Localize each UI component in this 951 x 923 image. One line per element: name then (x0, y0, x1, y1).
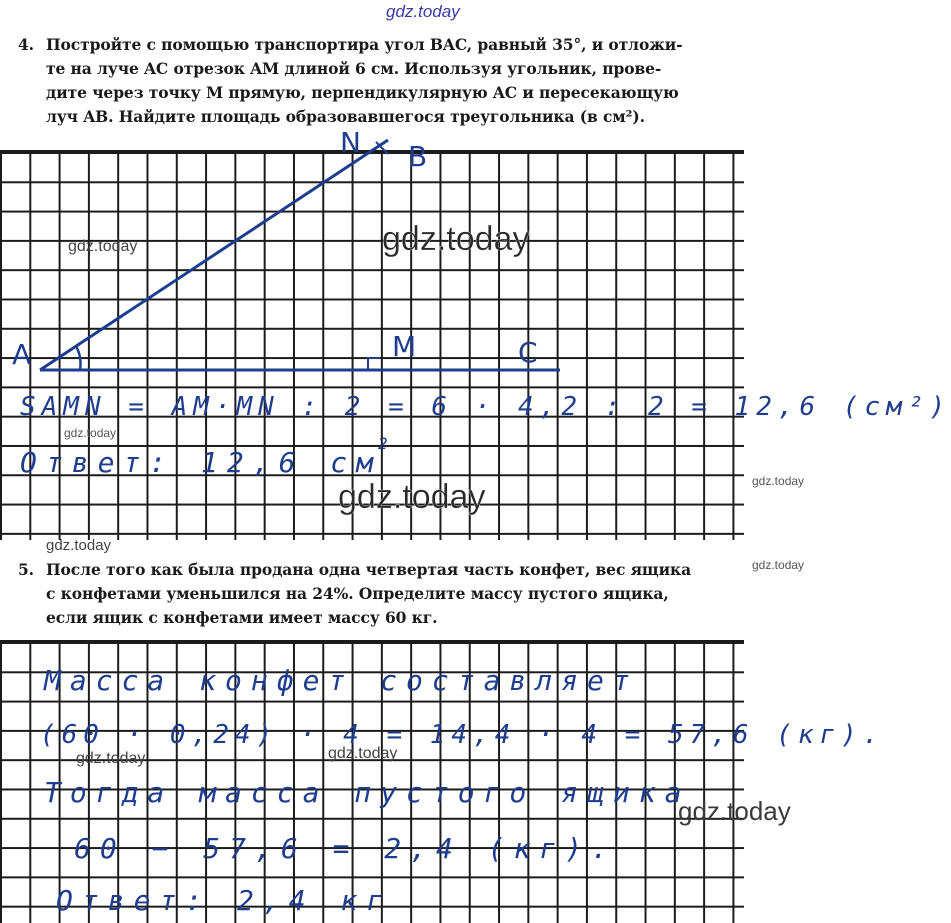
label-a: A (12, 338, 32, 371)
task-5-line-2: с конфетами уменьшился на 24%. Определите массу пустого ящика, (46, 584, 669, 603)
task-5-solution-line-3: Тогда масса пустого ящика (44, 776, 691, 809)
triangle-construction (0, 130, 760, 390)
right-angle-mark (368, 358, 380, 370)
task-5-line-1: После того как была продана одна четвертая часть конфет, вес ящика (46, 560, 692, 579)
label-c: C (518, 336, 538, 369)
task-4-line-4: луч AB. Найдите площадь образовавшегося треугольника (в см²). (46, 107, 645, 126)
watermark-9: gdz.today (328, 745, 398, 762)
watermark-10: gdz.today (678, 796, 791, 826)
label-n: N (340, 126, 361, 159)
task-4-line-1: Постройте с помощью транспортира угол BAC, равный 35°, и отложи- (46, 35, 683, 54)
label-m: M (392, 330, 417, 363)
task-4-formula: SAMN = AM·MN : 2 = 6 · 4,2 : 2 = 12,6 (см²) (20, 392, 951, 422)
label-b: B (408, 140, 428, 173)
task-4-line-3: дите через точку M прямую, перпендикулярную AC и пересекающую (46, 83, 679, 102)
task-5-answer: Ответ: 2,4 кг (56, 884, 393, 917)
watermark-1: gdz.today (68, 238, 138, 255)
watermark-3: gdz.today (64, 426, 117, 440)
task-5-number: 5. (18, 560, 34, 579)
task-4-number: 4. (18, 35, 34, 54)
task-4-line-2: те на луче AC отрезок AM длиной 6 см. Используя угольник, прове- (46, 59, 662, 78)
watermark-8: gdz.today (76, 750, 146, 767)
watermark-top: gdz.today (386, 2, 460, 21)
watermark-7: gdz.today (752, 558, 805, 572)
watermark-6: gdz.today (46, 537, 112, 554)
task-5-solution-line-4: 60 − 57,6 = 2,4 (кг). (74, 832, 618, 865)
angle-arc (76, 346, 80, 370)
task-4-answer-exponent: 2 (378, 434, 388, 453)
watermark-2: gdz.today (382, 220, 530, 258)
task-5-solution-line-1: Масса конфет составляет (44, 664, 639, 697)
task-5-line-3: если ящик с конфетами имеет массу 60 кг. (46, 608, 438, 627)
watermark-4: gdz.today (338, 478, 486, 516)
task-5-solution-line-2: (60 · 0,24) · 4 = 14,4 · 4 = 57,6 (кг). (40, 720, 885, 750)
task-5-statement (18, 558, 758, 630)
watermark-5: gdz.today (752, 474, 805, 488)
task-4-statement (18, 33, 758, 129)
task-4-answer: Ответ: 12,6 см (20, 446, 383, 479)
